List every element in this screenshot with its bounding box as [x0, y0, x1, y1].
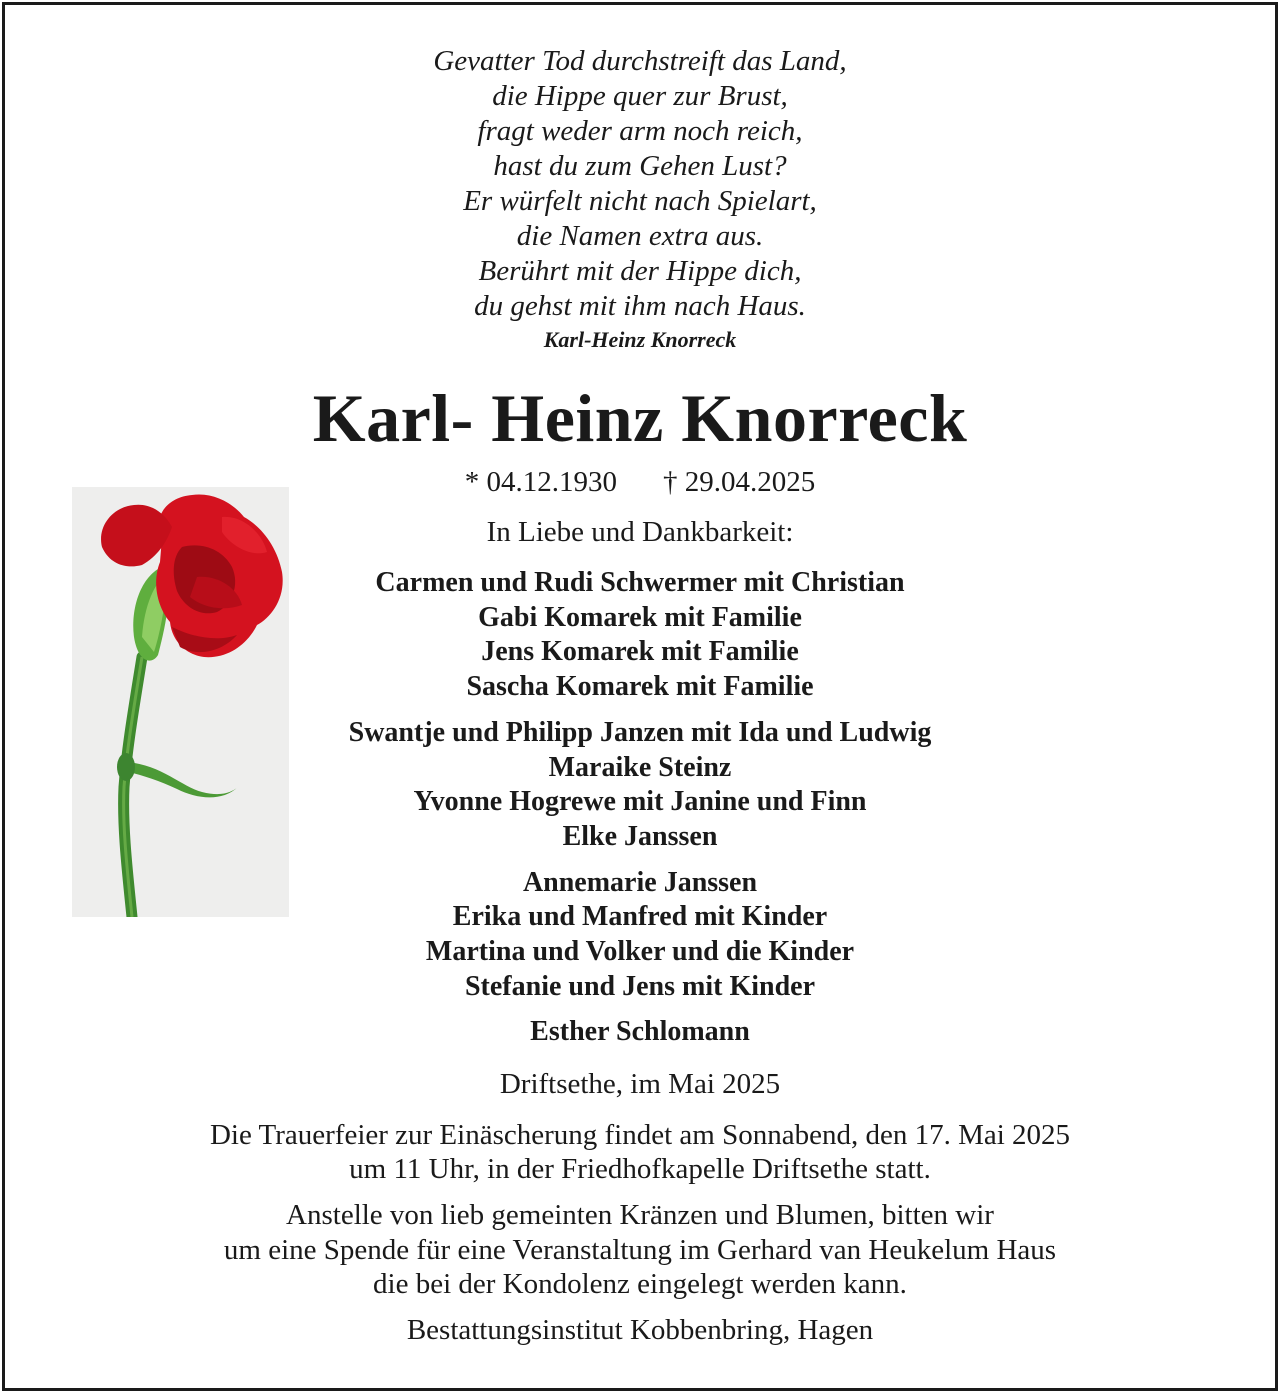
mourners-list — [0, 566, 1280, 1061]
poem-line: Berührt mit der Hippe dich, — [478, 255, 802, 287]
mourner-line: Swantje und Philipp Janzen mit Ida und Ludwig — [348, 716, 932, 748]
poem-line: fragt weder arm noch reich, — [477, 115, 803, 147]
poem-line: Er würfelt nicht nach Spielart, — [463, 185, 817, 217]
poem-line: die Namen extra aus. — [516, 220, 764, 252]
mourner-line: Maraike Steinz — [548, 751, 732, 783]
mourner-group — [0, 866, 1280, 1005]
poem-author: Karl-Heinz Knorreck — [543, 327, 737, 352]
mourner-line: Sascha Komarek mit Familie — [466, 671, 814, 703]
donation-notice — [0, 1198, 1280, 1302]
place-date: Driftsethe, im Mai 2025 — [499, 1068, 781, 1100]
mourner-group — [0, 566, 1280, 705]
intro-text: In Liebe und Dankbarkeit: — [486, 516, 794, 548]
mourner-line: Carmen und Rudi Schwermer mit Christian — [375, 567, 905, 598]
mourner-group — [0, 716, 1280, 855]
birth-date: * 04.12.1930 — [464, 466, 617, 498]
mourner-line: Stefanie und Jens mit Kinder — [464, 970, 816, 1002]
mourner-line: Annemarie Janssen — [522, 866, 758, 898]
donation-line: Anstelle von lieb gemeinten Kränzen und Blumen, bitten wir — [286, 1199, 994, 1231]
death-date: † 29.04.2025 — [663, 466, 816, 498]
mourner-line: Elke Janssen — [562, 820, 718, 852]
mourner-group — [0, 1015, 1280, 1050]
poem — [0, 44, 1280, 324]
mourner-line: Jens Komarek mit Familie — [481, 636, 799, 668]
ceremony-line: um 11 Uhr, in der Friedhofkapelle Driftsethe statt. — [349, 1153, 931, 1185]
poem-line: Gevatter Tod durchstreift das Land, — [433, 45, 847, 77]
mourner-line: Erika und Manfred mit Kinder — [452, 901, 828, 933]
donation-line: um eine Spende für eine Veranstaltung im Gerhard van Heukelum Haus — [223, 1233, 1057, 1266]
undertaker: Bestattungsinstitut Kobbenbring, Hagen — [406, 1314, 874, 1346]
mourner-line: Martina und Volker und die Kinder — [425, 936, 855, 968]
ceremony-line: Die Trauerfeier zur Einäscherung findet am Sonnabend, den 17. Mai 2025 — [209, 1119, 1071, 1151]
poem-line: hast du zum Gehen Lust? — [493, 150, 787, 182]
ceremony-notice — [0, 1118, 1280, 1186]
mourner-line: Gabi Komarek mit Familie — [478, 601, 802, 633]
poem-line: die Hippe quer zur Brust, — [492, 80, 788, 112]
deceased-name: Karl- Heinz Knorreck — [312, 380, 968, 456]
donation-line: die bei der Kondolenz eingelegt werden kann. — [373, 1268, 907, 1300]
mourner-line: Yvonne Hogrewe mit Janine und Finn — [413, 786, 867, 818]
mourner-line: Esther Schlomann — [530, 1016, 750, 1048]
poem-line: du gehst mit ihm nach Haus. — [474, 290, 806, 322]
